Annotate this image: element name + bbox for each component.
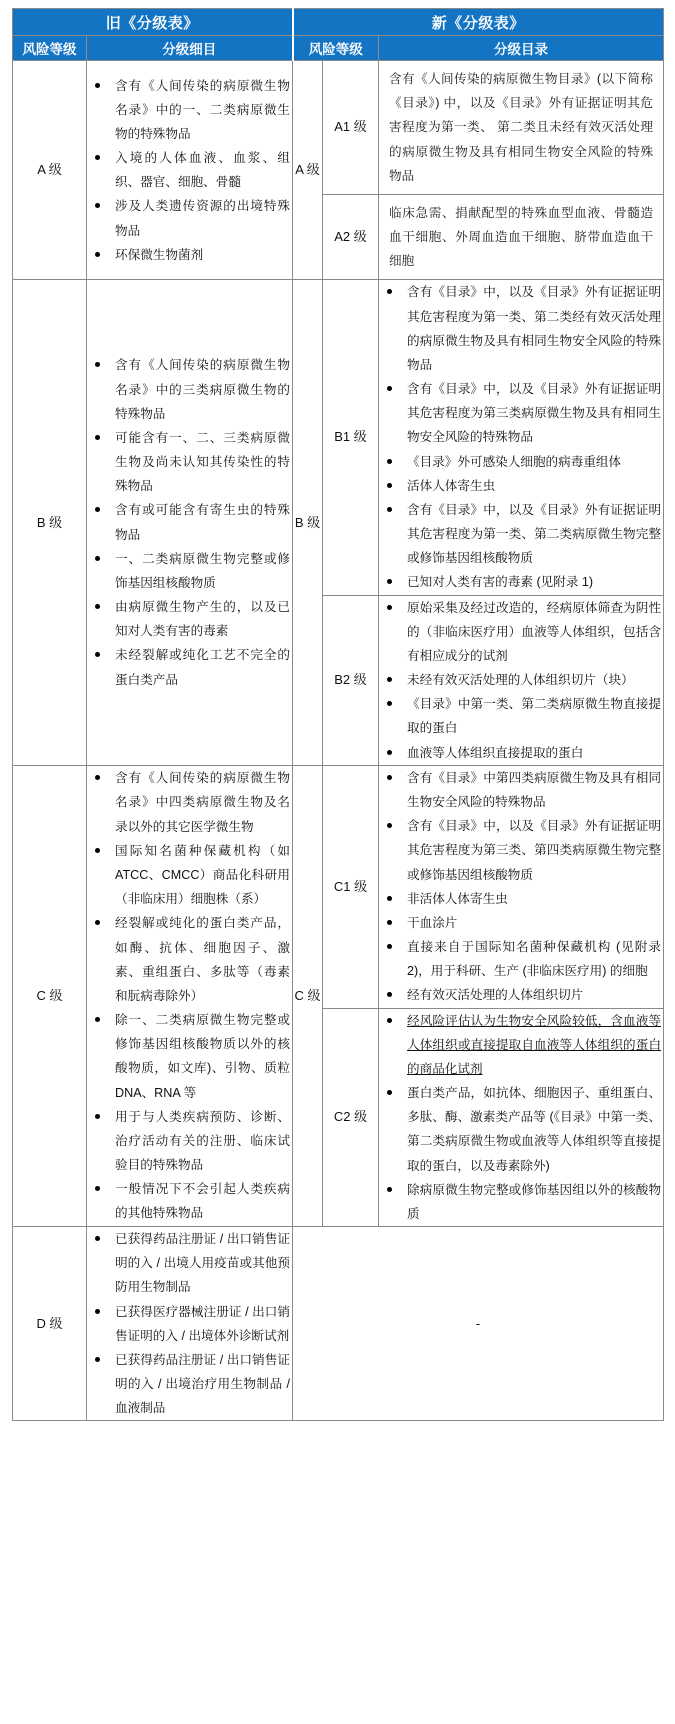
list-item: 已获得药品注册证 / 出口销售证明的入 / 出境治疗用生物制品 / 血液制品 xyxy=(113,1348,290,1421)
new-catalog-list xyxy=(379,280,663,594)
new-level-label: A 级 xyxy=(293,61,323,280)
new-sublevel-label: B2 级 xyxy=(323,595,379,765)
old-detail-cell xyxy=(87,1227,293,1421)
new-sublevel-label: C1 级 xyxy=(323,765,379,1008)
header-col-new-level: 风险等级 xyxy=(293,36,379,61)
old-detail-list xyxy=(87,74,292,267)
list-item: 未经有效灭活处理的人体组织切片（块） xyxy=(405,668,661,692)
list-item: 活体人体寄生虫 xyxy=(405,474,661,498)
table-body xyxy=(13,9,664,1421)
table-row xyxy=(13,280,664,595)
list-item: 非活体人体寄生虫 xyxy=(405,887,661,911)
list-item: 蛋白类产品，如抗体、细胞因子、重组蛋白、多肽、酶、激素类产品等 (《目录》中第一类、第二类病原微生物或血液等人体组织等直接提取的蛋白，以及毒素除外) xyxy=(405,1081,661,1178)
new-catalog-cell xyxy=(379,1008,664,1227)
list-item: 血液等人体组织直接提取的蛋白 xyxy=(405,741,661,765)
list-item: 原始采集及经过改造的，经病原体筛查为阴性的（非临床医疗用）血液等人体组织，包括含有相应成分的试剂 xyxy=(405,596,661,669)
list-item: 《目录》中第一类、第二类病原微生物直接提取的蛋白 xyxy=(405,692,661,740)
list-item: 含有《目录》中，以及《目录》外有证据证明其危害程度为第三类、第四类病原微生物完整或修饰基因组核酸物质 xyxy=(405,814,661,887)
list-item: 含有《人间传染的病原微生物名录》中的三类病原微生物的特殊物品 xyxy=(113,353,290,426)
new-catalog-cell xyxy=(379,595,664,765)
list-item: 入境的人体血液、血浆、组织、器官、细胞、骨髓 xyxy=(113,146,290,194)
table-header-top xyxy=(13,9,664,36)
new-sublevel-label: A2 级 xyxy=(323,194,379,280)
list-item: 环保微生物菌剂 xyxy=(113,243,290,267)
catalog-paragraph: 含有《人间传染的病原微生物目录》(以下简称《目录》) 中，以及《目录》外有证据证明其危害程度为第一类、 第二类且未经有效灭活处理的病原微生物及具有相同生物安全风险的特殊物品 xyxy=(389,72,654,183)
new-catalog-empty-placeholder: - xyxy=(293,1227,664,1421)
old-detail-list xyxy=(87,353,292,691)
new-level-label: C 级 xyxy=(293,765,323,1226)
table-row xyxy=(13,765,664,1008)
list-item: 未经裂解或纯化工艺不完全的蛋白类产品 xyxy=(113,643,290,691)
new-catalog-cell xyxy=(379,280,664,595)
old-detail-cell xyxy=(87,61,293,280)
list-item: 已获得药品注册证 / 出口销售证明的入 / 出境人用疫苗或其他预防用生物制品 xyxy=(113,1227,290,1300)
list-item: 含有《目录》中第四类病原微生物及具有相同生物安全风险的特殊物品 xyxy=(405,766,661,814)
list-item: 含有《人间传染的病原微生物名录》中四类病原微生物及名录以外的其它医学微生物 xyxy=(113,766,290,839)
header-old-table-title: 旧《分级表》 xyxy=(13,9,293,36)
new-catalog-list xyxy=(379,766,663,1008)
list-item: 含有或可能含有寄生虫的特殊物品 xyxy=(113,498,290,546)
new-sublevel-label: C2 级 xyxy=(323,1008,379,1227)
list-item: 一般情况下不会引起人类疾病的其他特殊物品 xyxy=(113,1177,290,1225)
list-item: 含有《目录》中，以及《目录》外有证据证明其危害程度为第一类、第二类病原微生物完整或修饰基因组核酸物质 xyxy=(405,498,661,571)
old-detail-list xyxy=(87,766,292,1225)
header-col-new-catalog: 分级目录 xyxy=(379,36,664,61)
table-row xyxy=(13,61,664,195)
old-level-label: C 级 xyxy=(13,765,87,1226)
old-detail-cell xyxy=(87,280,293,765)
list-item: 经风险评估认为生物安全风险较低，含血液等人体组织或直接提取自血液等人体组织的蛋白的商品化试剂 xyxy=(405,1009,661,1082)
new-sublevel-label: A1 级 xyxy=(323,61,379,195)
list-item: 由病原微生物产生的，以及已知对人类有害的毒素 xyxy=(113,595,290,643)
old-level-label: A 级 xyxy=(13,61,87,280)
header-new-table-title: 新《分级表》 xyxy=(293,9,664,36)
list-item: 国际知名菌种保藏机构（如 ATCC、CMCC）商品化科研用（非临床用）细胞株（系） xyxy=(113,839,290,912)
new-level-label: B 级 xyxy=(293,280,323,765)
list-item: 经裂解或纯化的蛋白类产品，如酶、抗体、细胞因子、激素、重组蛋白、多肽等（毒素和朊病毒除外） xyxy=(113,911,290,1008)
document-page xyxy=(0,8,675,1724)
header-col-old-level: 风险等级 xyxy=(13,36,87,61)
new-catalog-cell xyxy=(379,194,664,280)
list-item: 可能含有一、二、三类病原微生物及尚未认知其传染性的特殊物品 xyxy=(113,426,290,499)
list-item: 《目录》外可感染人细胞的病毒重组体 xyxy=(405,450,661,474)
table-row xyxy=(13,1227,664,1421)
old-level-label: D 级 xyxy=(13,1227,87,1421)
list-item: 用于与人类疾病预防、诊断、治疗活动有关的注册、临床试验目的特殊物品 xyxy=(113,1105,290,1178)
list-item: 一、二类病原微生物完整或修饰基因组核酸物质 xyxy=(113,547,290,595)
list-item: 涉及人类遗传资源的出境特殊物品 xyxy=(113,194,290,242)
new-catalog-list xyxy=(379,1009,663,1227)
new-catalog-cell xyxy=(379,765,664,1008)
list-item: 除一、二类病原微生物完整或修饰基因组核酸物质以外的核酸物质，如文库)、引物、质粒 DNA、RNA 等 xyxy=(113,1008,290,1105)
catalog-paragraph: 临床急需、捐献配型的特殊血型血液、骨髓造血干细胞、外周血造血干细胞、脐带血造血干细胞 xyxy=(389,205,654,269)
old-detail-cell xyxy=(87,765,293,1226)
header-col-old-detail: 分级细目 xyxy=(87,36,293,61)
list-item: 含有《目录》中，以及《目录》外有证据证明其危害程度为第一类、第二类经有效灭活处理的病原微生物及具有相同生物安全风险的特殊物品 xyxy=(405,280,661,377)
list-item: 含有《目录》中，以及《目录》外有证据证明其危害程度为第三类病原微生物及具有相同生物安全风险的特殊物品 xyxy=(405,377,661,450)
table-header-sub xyxy=(13,36,664,61)
list-item: 直接来自于国际知名菌种保藏机构 (见附录 2)，用于科研、生产 (非临床医疗用) 的细胞 xyxy=(405,935,661,983)
list-item: 除病原微生物完整或修饰基因组以外的核酸物质 xyxy=(405,1178,661,1226)
list-item: 已知对人类有害的毒素 (见附录 1) xyxy=(405,570,661,594)
list-item: 干血涂片 xyxy=(405,911,661,935)
list-item: 已获得医疗器械注册证 / 出口销售证明的入 / 出境体外诊断试剂 xyxy=(113,1300,290,1348)
new-catalog-list xyxy=(379,596,663,765)
old-detail-list xyxy=(87,1227,292,1420)
new-catalog-cell xyxy=(379,61,664,195)
grade-comparison-table xyxy=(12,8,664,1421)
new-sublevel-label: B1 级 xyxy=(323,280,379,595)
list-item: 经有效灭活处理的人体组织切片 xyxy=(405,983,661,1007)
old-level-label: B 级 xyxy=(13,280,87,765)
list-item: 含有《人间传染的病原微生物名录》中的一、二类病原微生物的特殊物品 xyxy=(113,74,290,147)
